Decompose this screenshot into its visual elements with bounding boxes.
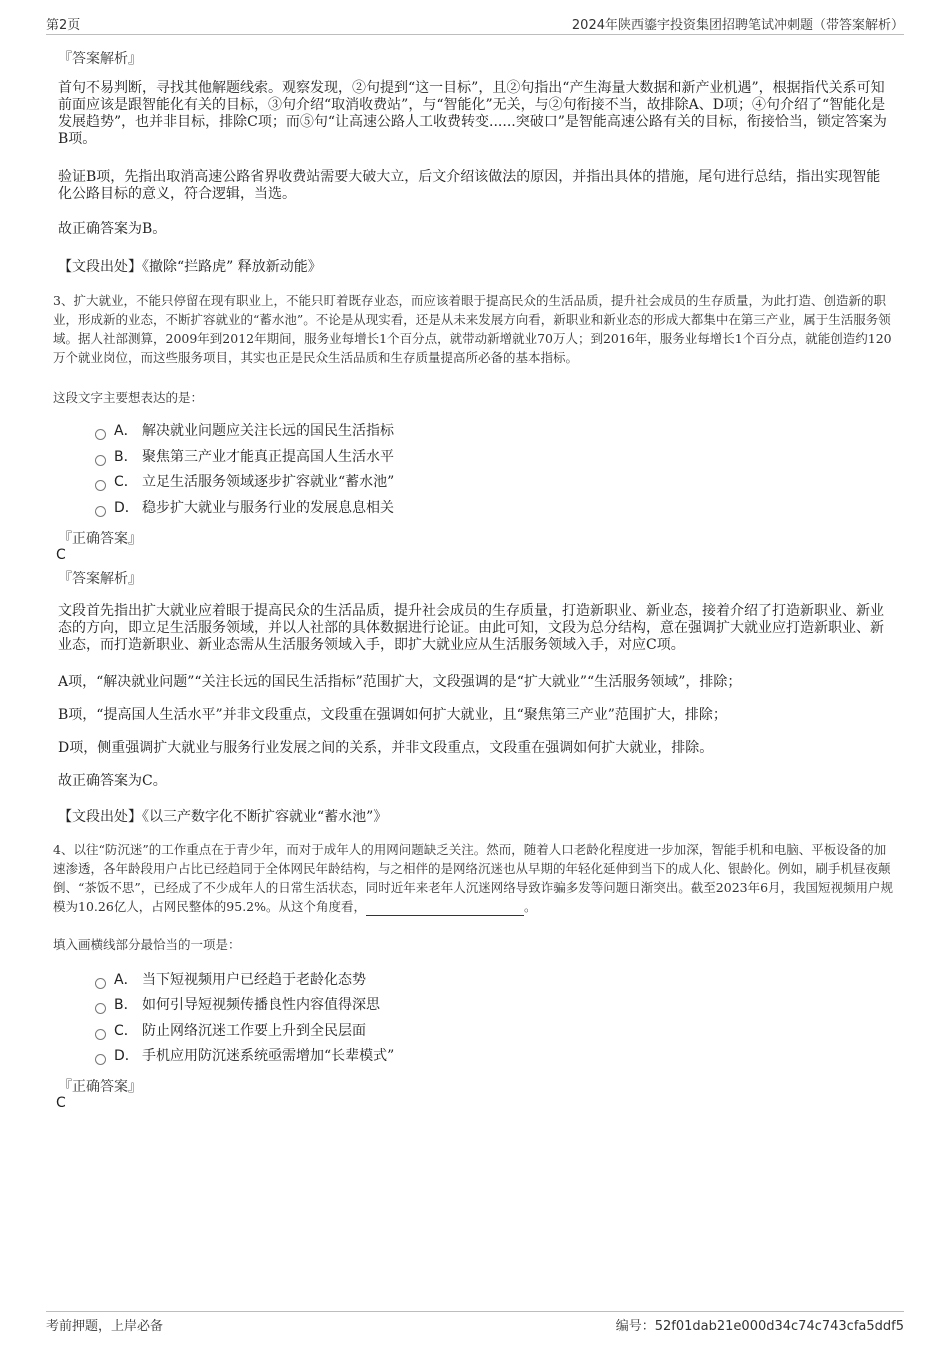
- radio-icon[interactable]: [95, 455, 106, 466]
- correct-answer: C: [56, 547, 66, 563]
- question-3-prompt: 这段文字主要想表达的是：: [53, 390, 204, 405]
- option-c[interactable]: C． 立足生活服务领域逐步扩容就业“蓄水池”: [95, 471, 394, 493]
- question-4-prompt: 填入画横线部分最恰当的一项是：: [53, 937, 241, 952]
- option-b[interactable]: B． 聚焦第三产业才能真正提高国人生活水平: [95, 446, 394, 468]
- correct-answer-tag: 『正确答案』: [58, 531, 142, 547]
- page-footer: [46, 1311, 904, 1334]
- source-citation: 【文段出处】《以三产数字化不断扩容就业“蓄水池”》: [58, 809, 388, 825]
- correct-answer-tag: 『正确答案』: [58, 1079, 142, 1095]
- analysis-tag: 『答案解析』: [58, 51, 142, 67]
- radio-icon[interactable]: [95, 429, 106, 440]
- footer-slogan: 考前押题，上岸必备: [46, 1319, 164, 1334]
- document-title: 2024年陕西鎏宇投资集团招聘笔试冲刺题（带答案解析）: [571, 18, 904, 33]
- option-a[interactable]: A． 当下短视频用户已经趋于老龄化态势: [95, 969, 366, 991]
- option-b[interactable]: B． 如何引导短视频传播良性内容值得深思: [95, 994, 380, 1016]
- radio-icon[interactable]: [95, 1029, 106, 1040]
- radio-icon[interactable]: [95, 1054, 106, 1065]
- analysis-paragraph: A项，“解决就业问题”“关注长远的国民生活指标”范围扩大，文段强调的是“扩大就业”“生活服务领域”，排除；: [58, 674, 742, 690]
- analysis-paragraph: 验证B项，先指出取消高速公路省界收费站需要大破大立，后文介绍该做法的原因，并指出具体的措施，尾句进行总结，指出实现智能化公路目标的意义，符合逻辑，当选。: [58, 169, 881, 202]
- conclusion-line: 故正确答案为B。: [58, 221, 167, 237]
- radio-icon[interactable]: [95, 978, 106, 989]
- radio-icon[interactable]: [95, 480, 106, 491]
- option-d[interactable]: D． 手机应用防沉迷系统亟需增加“长辈模式”: [95, 1045, 394, 1067]
- radio-icon[interactable]: [95, 506, 106, 517]
- analysis-paragraph: 文段首先指出扩大就业应着眼于提高民众的生活品质，提升社会成员的生存质量，打造新职业、新业态，接着介绍了打造新职业、新业态的方向，即立足生活服务领域，并以人社部的具体数据进行论证。由此可知，文段为总分结构，意在强调扩大就业应打造新职业、新业态，而打造新职业、新业态需从生活服务领域入手，即扩大就业应从生活服务领域入手，对应C项。: [58, 603, 884, 653]
- page-header: [46, 14, 904, 35]
- analysis-paragraph: 首句不易判断，寻找其他解题线索。观察发现，②句提到“这一目标”，且②句指出“产生海量大数据和新产业机遇”，根据指代关系可知前面应该是跟智能化有关的目标，③句介绍“取消收费站”，与“智能化”无关，与②句衔接不当，故排除A、D项；④句介绍了“智能化是发展趋势”，也并非目标，排除C项；而⑤句“让高速公路人工收费转变......突破口”是智能高速公路有关的目标，衔接恰当，锁定答案为B项。: [58, 80, 887, 147]
- page-number: 第2页: [46, 18, 81, 33]
- option-c[interactable]: C． 防止网络沉迷工作要上升到全民层面: [95, 1020, 366, 1042]
- radio-icon[interactable]: [95, 1003, 106, 1014]
- analysis-paragraph: B项，“提高国人生活水平”并非文段重点，文段重在强调如何扩大就业，且“聚焦第三产业”范围扩大，排除；: [58, 707, 727, 723]
- fill-in-blank: [366, 903, 524, 916]
- option-a[interactable]: A． 解决就业问题应关注长远的国民生活指标: [95, 420, 394, 442]
- conclusion-line: 故正确答案为C。: [58, 773, 167, 789]
- option-d[interactable]: D． 稳步扩大就业与服务行业的发展息息相关: [95, 497, 394, 519]
- analysis-tag: 『答案解析』: [58, 571, 142, 587]
- correct-answer: C: [56, 1095, 66, 1111]
- question-3-stem: 3、扩大就业，不能只停留在现有职业上，不能只盯着既存业态，而应该着眼于提高民众的生活品质，提升社会成员的生存质量，为此打造、创造新的职业，形成新的业态，不断扩容就业的“蓄水池”。不论是从现实看，还是从未来发展方向看，新职业和新业态的形成大都集中在第三产业，属于生活服务领域。据人社部测算，2009年到2012年期间，服务业每增长1个百分点，就带动新增就业70万人；到2016年，服务业每增长1个百分点，就能创造约120万个就业岗位，而这些服务项目，其实也正是民众生活品质和生存质量提高所必备的基本指标。: [53, 293, 892, 365]
- question-4-stem: 4、以往“防沉迷”的工作重点在于青少年，而对于成年人的用网问题缺乏关注。然而，随着人口老龄化程度进一步加深，智能手机和电脑、平板设备的加速渗透，各年龄段用户占比已经趋同于全体网民年龄结构，与之相伴的是网络沉迷也从早期的年轻化延伸到当下的成人化、银龄化。例如，刷手机昼夜颠倒、“茶饭不思”，已经成了不少成年人的日常生活状态，同时近年来老年人沉迷网络导致诈骗多发等问题日渐突出。截至2023年6月，我国短视频用户规模为10.26亿人，占网民整体的95.2%。从这个角度看， 。: [53, 842, 894, 914]
- document-code: 编号：52f01dab21e000d34c74c743cfa5ddf5: [615, 1319, 904, 1334]
- analysis-paragraph: D项，侧重强调扩大就业与服务行业发展之间的关系，并非文段重点，文段重在强调如何扩大就业，排除。: [58, 740, 714, 756]
- source-citation: 【文段出处】《撤除“拦路虎” 释放新动能》: [58, 259, 322, 275]
